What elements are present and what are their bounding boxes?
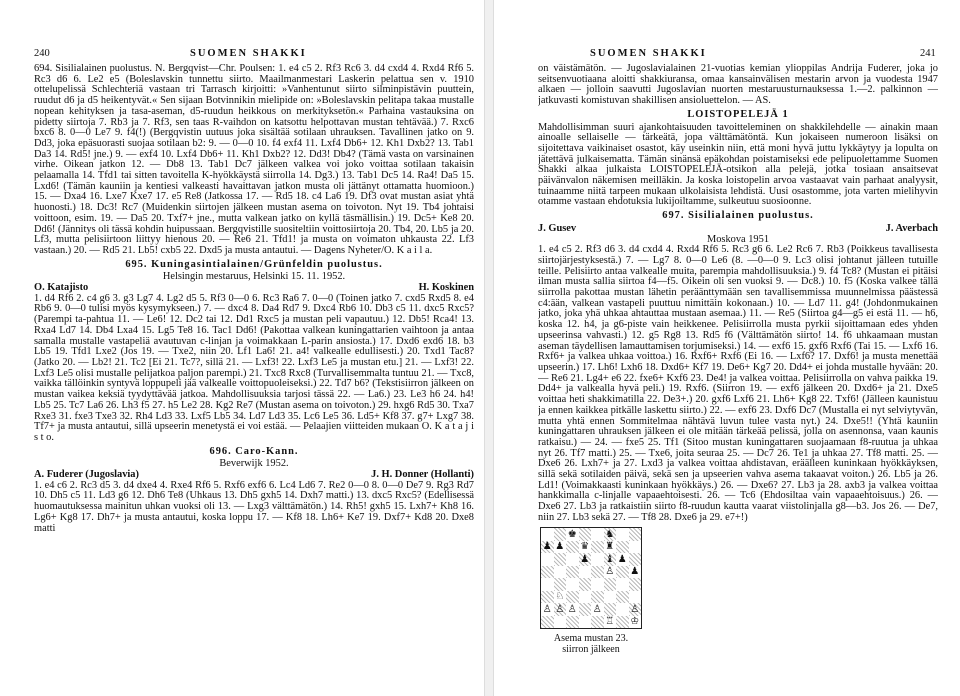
board-square: ♖ xyxy=(605,616,615,628)
running-head-right: SUOMEN SHAKKI xyxy=(590,48,707,59)
game-695-event: Helsingin mestaruus, Helsinki 15. 11. 1952. xyxy=(162,271,346,283)
board-square xyxy=(591,616,604,629)
board-square xyxy=(566,541,579,554)
section-title: LOISTOPELEJÄ 1 xyxy=(687,108,789,120)
game-696-event: Beverwijk 1952. xyxy=(219,458,289,470)
caption-line: Asema mustan 23. xyxy=(553,633,629,644)
black-player: H. Koskinen xyxy=(418,282,474,294)
white-player: J. Gusev xyxy=(538,222,577,234)
board-square: ♙ xyxy=(592,603,602,615)
board-square xyxy=(616,616,629,629)
board-square xyxy=(579,528,592,541)
game-695-title: 695. Kuningasintialainen/Grünfeldin puolustus. xyxy=(125,258,383,270)
diagram-caption xyxy=(540,633,642,655)
board-square: ♙ xyxy=(605,566,615,578)
chess-diagram xyxy=(540,527,642,655)
board-square xyxy=(604,591,617,604)
board-square: ♟ xyxy=(580,553,590,565)
game-697-title: 697. Sisilialainen puolustus. xyxy=(662,210,814,222)
board-square xyxy=(604,578,617,591)
board-square xyxy=(591,541,604,554)
board-square xyxy=(566,616,579,629)
board-square xyxy=(541,591,554,604)
board-square xyxy=(554,616,567,629)
board-square xyxy=(541,528,554,541)
game-697-players xyxy=(538,224,938,235)
game-697-event: Moskova 1951 xyxy=(706,233,770,245)
board-square xyxy=(629,541,642,554)
board-square xyxy=(541,578,554,591)
black-player: J. Averbach xyxy=(885,222,938,234)
white-player: A. Fuderer (Jugoslavia) xyxy=(34,469,139,481)
board-square xyxy=(566,566,579,579)
board-square xyxy=(554,578,567,591)
board-square xyxy=(579,566,592,579)
game-697-moves: 1. e4 c5 2. Rf3 d6 3. d4 cxd4 4. Rxd4 Rf6 5. Rc3 g6 6. Le2 Rc6 7. Rb3 (Poikkeus tavallisesta siirtojärjestyksestä.) 7. — Lg7 8. 0—0 Le6 (8. —0—0 9. Lc3 olisi johtanut jälleen tutuille teille. Pelisiirto antaa valkealle muita, parempia mahdollisuuksia.) 9. f4 Tc8? (Mustan ei pitäisi ilman musta sallia siirtoa f4—f5. Oikein oli sen vuoksi 9. — Dc8.) 10. f5 (Koska valkee tällä siirrolla pakottaa mustan lähetin peräänttymään sen tavallisemmissa muunnelmissa päästessä c4:ään, valkean vastapeli puuttuu nimittäin kokonaan.) 10. — Ld7 11. g4! (Johdonmukainen jatko, joka yhä uhkaa ahtauttaa mustaan asemaa.) 11. — Re5 (Siirtoa g4—g5 ei estä 11. — h6, koska 12. h4, ja g6-piste vain heikkenee. Pelisiirrolla musta pyrkii sijoittamaan edes yhden upseerinsa vahvasti.) 12. g5 Rg8 13. Rd5 f6 (Välttämätön siirto! 14. f6 uhkaamaan mustan aseman täydellisen lamauttamisen torjumiseksi.) 14. — exf6 15. gxf6 Rxf6 (Tai 15. — Lxf6 16. Rxf6+ ja valkea uhkaa voittoa.) 16. Rxf6+ Rxf6 (Ei 16. — Lxf6? 17. Dxf6! ja musta menettää upseerin.) 17. Lh6! Lxh6 18. Dxd6+ Kf7 19. De6+ Kg7 20. Dd4+ ei johda mustalle hyvään: 20. — Re6 21. Lg4+ e6 22. fxe6+ Kxf6 23. De4! ja valkea voittaa. Pelisiirrolla on vahva paikka 19. Dd4+ ja valkealla hyvä peli.) 19. Rxf6. (Siirron 19. — exf6 jälkeen 20. Dxd6+ ja 21. Dxe5 voittaa heti shakkimatilla 22. De3+.) 20. gxf6 Lxf6 21. Lh6+ Kg8 22. Txf6! (Jälleen kaunistuu ja ennen kaikkea pitkälle laskettu siirto.) 22. — exf6 23. Dxf6 Dc7 (Mustalla ei nyt selviytyvän, mutta yhtä ennen Sommitelmaa nähtävä luvun tulee vasta nyt.) 24. Dxe5!! (Yhtä kauniin kuningattaren uhrauksen jälkeen ei ole mitään tärkeää pelissä, jolla on asennonsa, vaan kaunis ratkaisu.) — 24. — fxe5 25. Tf1 (Sitoo mustan kuningattaren suojaamaan f8-ruutua ja uhkaa nyt 26. Tf7 matti.) 25. — Txe6, joita seuraa 25. — Dc7 26. Te1 ja uhkaa 27. Tf8 matti. 25. — Dxe6 26. Lxh7+ ja 27. Lxd3 ja valkea voittaa ahdistavan, eräälleen kuninkaan hyökkäyksen, sillä sekä sotilaiden päivä, sekä sen ja upseerien vahva asema takaavat voiton.) 26. Lb5 ja 26. Ld1! (Voimakkaasti kuninkaan hyökkäys.) 26. — Dxe6? 27. Lb3 ja 28. axb3 ja valkea voittaa hankkimalla c-linjalle vapaaehtoisesti. 26. — Tc6 (Ehdosiltaa vain vapaaehtoisuus.) 26. — Dxe6 27. Lb3 ja ratkaistiin siirto f8-ruudun kautta vaarat viistolinjalla g8—b3. Jos 26. — De7, niin 27. Lb3 sekä 27. — Tf8 28. Dxe6 ja 29. e7+!) xyxy=(538,244,938,523)
board-square xyxy=(579,591,592,604)
board-square xyxy=(591,553,604,566)
board-square: ♜ xyxy=(605,541,615,553)
board-square xyxy=(566,553,579,566)
board-square: ♝ xyxy=(605,553,615,565)
board-square xyxy=(591,528,604,541)
board-square xyxy=(616,578,629,591)
left-column xyxy=(34,64,474,535)
game-695-moves: 1. d4 Rf6 2. c4 g6 3. g3 Lg7 4. Lg2 d5 5. Rf3 0—0 6. Rc3 Ra6 7. 0—0 (Toinen jatko 7. cxd5 Rxd5 8. e4 Rb6 9. 0—0 tulisi myös kysymykseen.) 7. — dxc4 8. Da4 Rd7 9. Dxc4 Rb6 10. Db3 c5 11. dxc5 Rxc5? (Parempi ta-pahtua 11. — Le6! 12. Dc2 tai 12. Dd1 Rxc5 ja mustan peli vapautuu.) 12. Db5! Rca4! 13. Rxa4 Ld7 14. Db4 Lxa4 15. Lg5 Te8 16. Tac1 Dd6! (Pakottaa valkean kuningattarien vaihtoon ja antaa samalla mustalle vastapeliä avautuvan c-linjan ja voimakkaan L-parin ansiosta.) 17. Dxd6 exd6 18. b3 Lb5 19. Tfd1 Lxe2 (Jos 19. — Txe2, niin 20. Lf1 La6! 21. a4! valkealle edullisesti.) 20. Txd1 Tac8? (Jatko 20. — Lb2! 21. Tc2 [Ei 21. Tc7?, sillä 21. — Lxf3! 22. Lxf3 Le5 ja mustan etu.] 21. — Lxf3! 22. Lxf3 Le5 olisi mustalle pelijatkoa paljon parempi.) 21. Txc8 Rxc8 (Turvallisemmalta tuntuu 21. — Txc8, vaikka tällöinkin syntyvä loppupeli jää valkealle voittopuoleiseksi.) 22. Td7 b6? (Tekstisiirron jälkeen on mustan vaikea keksiä tyydyttävää jatkoa. Mahdollisuuksia tarjosi tässä 22. — La6.) 23. Le3 h6 24. h4! Lb5 25. Tc7 La6 26. Lh3 f5 27. h5 Le2 28. Kg2 Re7 (Mustan asema on toivoton.) 29. hxg6 Rd5 30. Txa7 Rxe3 31. fxe3 Txe3 32. Rh4 Ld3 33. Lxf5 Lb5 34. Ld7 Ld3 35. Lc6 Le5 36. Ld5+ Kf8 37. g7+ Lxg7 38. Tf7+ ja musta antautui, sillä upseerin menetystä ei voi estää. — Pelaajien viitteiden mukaan O. K a t a j i s t o. xyxy=(34,292,474,443)
board-square: ♙ xyxy=(567,603,577,615)
chess-board xyxy=(540,527,642,629)
board-square xyxy=(616,528,629,541)
board-square xyxy=(541,553,554,566)
board-square xyxy=(616,541,629,554)
board-square: ♔ xyxy=(630,616,640,628)
section-intro: Mahdollisimman suuri ajankohtaisuuden tavoitteleminen on shakkilehdelle — ainakin maan ainoalle sellaiselle — tärkeätä, jopa välttämätöntä. Kun jokaiseen numeroon lisäksi on sijoitettava vaikinaiset osastot, käy useinkin niin, että moni hyvä juttu lykkäytyy ja lopulta on jätettävä julkaisematta. Tämän sinänsä epäkohdan poistamiseksi ede pelipuolettamme Suomen Shakki alkaa julkaista LOISTOPELEJÄ-otsikon alla pelejä, jotka tosiaan ansaitsevat päivänvalon näkemisen meilläkin. Ja koska loistopelin arvoa vastaavat vain parhaat analyysit, tuinaamme niitä tarpeen mukaan ulkolaisista lehdistä. Uusi osastomme, jota varten mielihyvin otamme vastaan ehdotuksia lukijoiltamme, sulkeutuu suosioonne. xyxy=(538,121,938,208)
board-square xyxy=(616,591,629,604)
board-square xyxy=(579,603,592,616)
board-square: ♟ xyxy=(555,541,565,553)
caption-line: siirron jälkeen xyxy=(562,644,620,655)
board-square xyxy=(566,591,579,604)
white-player: O. Katajisto xyxy=(34,282,89,294)
board-square xyxy=(554,528,567,541)
right-column-continuation xyxy=(652,527,938,687)
board-square xyxy=(629,578,642,591)
board-square xyxy=(616,566,629,579)
game-696-moves: 1. e4 c6 2. Rc3 d5 3. d4 dxe4 4. Rxe4 Rf6 5. Rxf6 exf6 6. Lc4 Ld6 7. Re2 0—0 8. 0—0 De7 9. Rg3 Rd7 10. Dh5 c5 11. Ld3 g6 12. Dh6 Te8 (Uhkaus 13. Dh5 gxh5 14. Dxh7 matti.) 13. dxc5 Rxc5? (Edellisessä huomautuksessa mainitun uhkan vuoksi oli 13. — Lxg3 välttämätön.) 14. Rh5! gxh5 15. Lxh7+ Kh8 16. Lg6+ Kg8 17. Dh7+ ja musta antautui, koska loppu 17. — Kf8 18. Lh6+ Ke7 19. Dxf7+ Kd8 20. Dxe8 matti xyxy=(34,479,474,534)
black-player: J. H. Donner (Hollanti) xyxy=(371,469,474,481)
page-number-left: 240 xyxy=(34,48,50,59)
game-696-title: 696. Caro-Kann. xyxy=(209,445,299,457)
board-square xyxy=(579,578,592,591)
board-square xyxy=(604,603,617,616)
board-square xyxy=(541,616,554,629)
board-square xyxy=(629,553,642,566)
board-square xyxy=(541,566,554,579)
board-square xyxy=(629,591,642,604)
board-square xyxy=(616,603,629,616)
board-square xyxy=(591,591,604,604)
board-square: ♟ xyxy=(617,553,627,565)
board-square xyxy=(554,553,567,566)
board-square xyxy=(554,566,567,579)
running-head-left: SUOMEN SHAKKI xyxy=(190,48,307,59)
board-square xyxy=(579,616,592,629)
board-square: ♟ xyxy=(630,566,640,578)
game-694-text: 694. Sisilialainen puolustus. N. Bergqvist—Chr. Poulsen: 1. e4 c5 2. Rf3 Rc6 3. d4 cxd4 4. Rxd4 Rf6 5. Rc3 d6 6. Le2 e5 (Boleslavskin tunnettu siirto. Maailmanmestari Laskerin pelattua sen v. 1910 ottelupelissä Schlechteriä vastaan tri Tarrasch kirjoitti: »Vanhentunut siirto silminpistävin puuttein, ruudut d6 ja d5 heikentyvät.« Sen sijaan Botvinnikin mielipide on: »Boleslavskin pelitapa takaa mustalle nopean kehityksen ja tasa-aseman, d5-ruudun heikkous on merkityksetön.« Parhaina vastauksina on pidetty siirtoja 7. Rb3 ja 7. Rf3, sen taas R-vaihdon on katsottu helpottavan mustan tehtävää.) 7. Rxc6 bxc6 8. 0—0 Le7 9. f4(!) (Bergqvistin uutuus joka sisältää sotilaan uhrauksen. Tavallinen jatko on 9. Dd3, joka epäsuorasti suojaa sotilaan b2: 9. — 0—0 10. f4 exf4 11. Lxf4 Db6+ 12. Kh1 Dxb2? 13. Tab1 Da3 14. Rd5! jne.) 9. — exf4 10. Lxf4 Db6+ 11. Kh1 Dxb2? 12. Dd3! Db4? (Tämä vasta on varsinainen virhe. Oikean jatkon 12. — Db8 13. Tab1 Dc7 jälkeen valkea voi joko voittaa sotilaan takaisin pelaamalla 14. Tfd1 tai sitten tavoitella K-hyökkäystä siirrolla 14. Dg3.) 13. Tab1 Dc5 14. Ra4! Da5 15. Lxd6! (Tämän kauniin ja kentiesi valkeasti havaittavan jatkon musta oli jättänyt ottamatta huomioon.) 15. — Dxa4 16. Lxe7 Kxe7 17. e5 Re8 (Jatkossa 17. — Rd5 18. c4 La6 19. Df3 ovat mustan asiat yhtä huonosti.) 18. Dc3! Rc7 (Muidenkin siirtojen jälkeen mustan asema on toivoton. Nyt 19. Tb4 johtaisi voittoon, esim. 19. — Da5 20. Txf7+ jne., mutta valkean jatko on kyllä täsmällisin.) 19. Dc5+ Ke8 20. Dd6! (Jännitys oli tässä kohdin huipussaan. Bergqvistille suositeltiin voittosiirtoja 20. Tb4, 20. Lb5 ja 20. Lf3, mutta pelisiirtoon liittyy hienous 20. — Re6 21. Tfd1! ja musta on voimaton uhkausta 22. Lf3 vastaan.) 20. — Rd5 21. Lb5! cxb5 22. Dxd5 ja musta antautui. — Dagens Nyheter/O. K a i l a. xyxy=(34,63,474,256)
board-square: ♙ xyxy=(630,603,640,615)
board-square xyxy=(591,566,604,579)
board-square xyxy=(566,578,579,591)
board-square: ♘ xyxy=(555,591,565,603)
board-square xyxy=(629,528,642,541)
right-column xyxy=(538,64,938,524)
board-square: ♟ xyxy=(542,541,552,553)
board-square: ♞ xyxy=(605,528,615,540)
board-square: ♛ xyxy=(580,541,590,553)
board-square: ♙ xyxy=(542,603,552,615)
board-square: ♙ xyxy=(555,603,565,615)
page-number-right: 241 xyxy=(920,48,936,59)
board-square: ♚ xyxy=(567,528,577,540)
fuderer-note: on väistämätön. — Jugoslavialainen 21-vuotias kemian ylioppilas Andrija Fuderer, joka jo seitsenvuotiaana aloitti shakkiuransa, omaa kansainvälisen mestarin arvon ja vuodesta 1947 alkaen — jolloin saavutti Jugoslavian nuorten mestaruusturnauksessa 1.—2. palkinnon — jatkuvasti komistuvan shakillisen ansioluettelon. — AS. xyxy=(538,64,938,107)
board-square xyxy=(591,578,604,591)
